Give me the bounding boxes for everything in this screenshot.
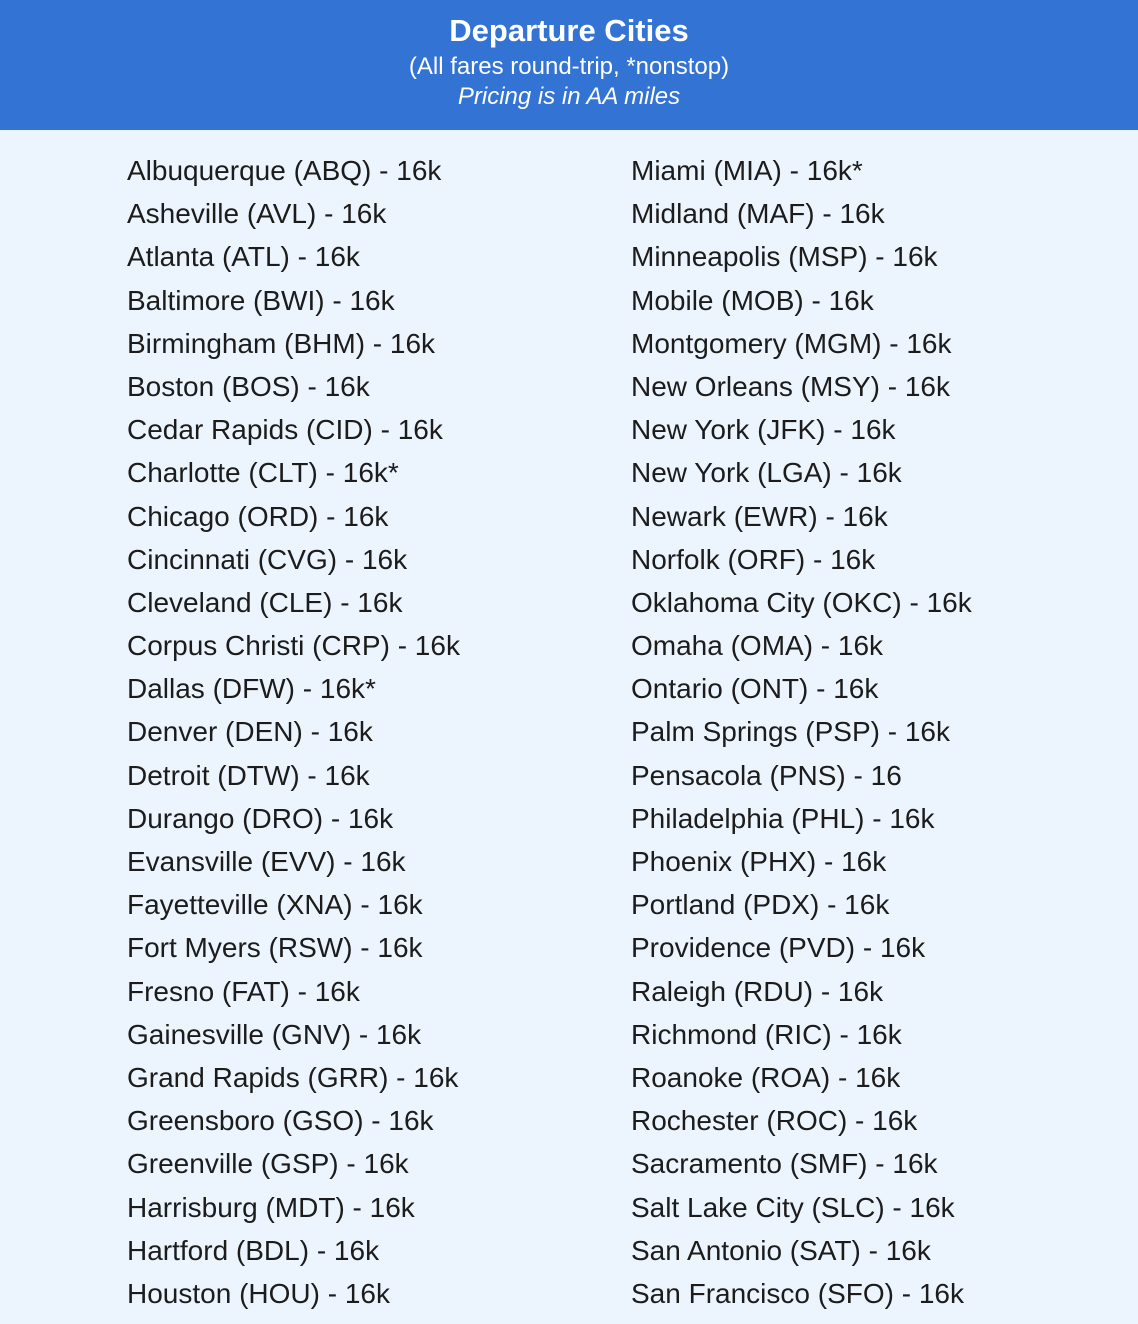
city-list-item: Dallas (DFW) - 16k* xyxy=(127,673,376,705)
city-list-item: San Francisco (SFO) - 16k xyxy=(631,1277,964,1309)
city-list-item: Rochester (ROC) - 16k xyxy=(631,1105,918,1137)
city-list-item: Philadelphia (PHL) - 16k xyxy=(631,802,935,834)
city-list-item: Greenville (GSP) - 16k xyxy=(127,1148,409,1180)
city-list-item: New York (LGA) - 16k xyxy=(631,457,902,489)
city-list-item: Portland (PDX) - 16k xyxy=(631,889,890,921)
city-list-item: Albuquerque (ABQ) - 16k xyxy=(127,155,442,186)
city-list-item: Denver (DEN) - 16k xyxy=(127,716,373,748)
city-list-item: Oklahoma City (OKC) - 16k xyxy=(631,586,972,618)
city-list-item: Providence (PVD) - 16k xyxy=(631,932,926,964)
city-list-item: Baltimore (BWI) - 16k xyxy=(127,284,395,316)
city-list-item: Sacramento (SMF) - 16k xyxy=(631,1148,938,1180)
city-list-item: Cleveland (CLE) - 16k xyxy=(127,586,403,618)
city-list-item: Richmond (RIC) - 16k xyxy=(631,1018,902,1050)
city-list-item: Houston (HOU) - 16k xyxy=(127,1277,390,1309)
city-list-item: Cedar Rapids (CID) - 16k xyxy=(127,414,443,446)
city-list-item: Corpus Christi (CRP) - 16k xyxy=(127,630,460,662)
city-list-item: New York (JFK) - 16k xyxy=(631,414,896,446)
city-list-item: Ontario (ONT) - 16k xyxy=(631,673,879,705)
city-list-item: Atlanta (ATL) - 16k xyxy=(127,241,360,273)
city-list-item: Birmingham (BHM) - 16k xyxy=(127,327,436,359)
city-list-left xyxy=(127,149,460,1315)
city-list-item: Pensacola (PNS) - 16 xyxy=(631,759,902,791)
city-list-item: Chicago (ORD) - 16k xyxy=(127,500,389,532)
city-list-item: Grand Rapids (GRR) - 16k xyxy=(127,1061,459,1093)
city-list-item: Midland (MAF) - 16k xyxy=(631,198,885,230)
page-title: Departure Cities xyxy=(449,13,689,48)
city-list-item: Mobile (MOB) - 16k xyxy=(631,284,874,316)
city-list-item: Durango (DRO) - 16k xyxy=(127,802,394,834)
city-list-item: Cincinnati (CVG) - 16k xyxy=(127,543,408,575)
city-list-item: Palm Springs (PSP) - 16k xyxy=(631,716,950,748)
city-list-item: Roanoke (ROA) - 16k xyxy=(631,1061,901,1093)
city-list-item: New Orleans (MSY) - 16k xyxy=(631,370,950,402)
city-list-item: Asheville (AVL) - 16k xyxy=(127,198,387,230)
city-list-item: Omaha (OMA) - 16k xyxy=(631,630,884,662)
city-list-right xyxy=(631,149,972,1315)
city-list-item: Fayetteville (XNA) - 16k xyxy=(127,889,423,921)
city-list-item: Fresno (FAT) - 16k xyxy=(127,975,360,1007)
city-list-item: Minneapolis (MSP) - 16k xyxy=(631,241,938,273)
city-list-item: Boston (BOS) - 16k xyxy=(127,370,370,402)
city-list-item: Hartford (BDL) - 16k xyxy=(127,1234,380,1266)
city-list-item: Greensboro (GSO) - 16k xyxy=(127,1105,434,1137)
city-list-item: Phoenix (PHX) - 16k xyxy=(631,846,887,877)
city-list-item: Salt Lake City (SLC) - 16k xyxy=(631,1191,955,1223)
city-list-item: Norfolk (ORF) - 16k xyxy=(631,543,876,575)
city-list-item: Charlotte (CLT) - 16k* xyxy=(127,457,399,489)
city-list-item: Fort Myers (RSW) - 16k xyxy=(127,932,423,964)
city-list-item: Newark (EWR) - 16k xyxy=(631,500,888,532)
header-banner xyxy=(0,0,1138,130)
pricing-note: Pricing is in AA miles xyxy=(457,83,681,110)
city-list-item: Detroit (DTW) - 16k xyxy=(127,759,370,791)
city-list-item: San Antonio (SAT) - 16k xyxy=(631,1234,931,1266)
city-list-item: Raleigh (RDU) - 16k xyxy=(631,975,884,1007)
city-list-item: Miami (MIA) - 16k* xyxy=(631,155,863,186)
city-list-item: Montgomery (MGM) - 16k xyxy=(631,327,952,359)
city-list-item: Gainesville (GNV) - 16k xyxy=(127,1018,422,1050)
page-subtitle: (All fares round-trip, *nonstop) xyxy=(408,53,730,80)
city-list-item: Harrisburg (MDT) - 16k xyxy=(127,1191,415,1223)
city-list-item: Evansville (EVV) - 16k xyxy=(127,846,406,877)
